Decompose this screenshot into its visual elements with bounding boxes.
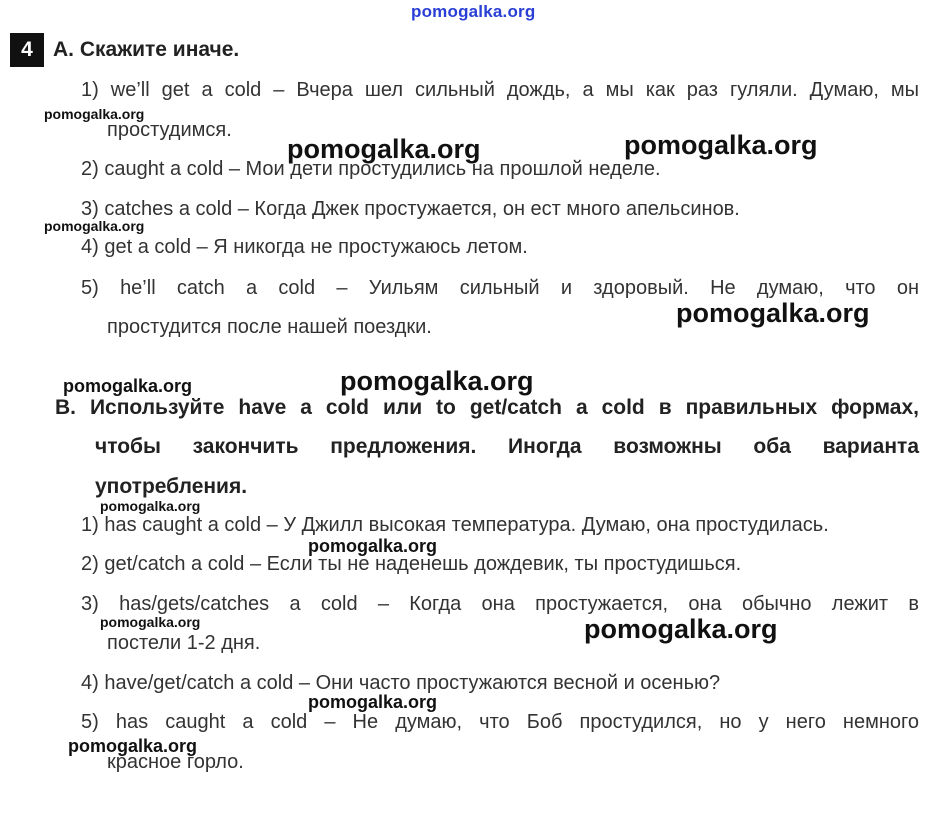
part-b-item-5: 5) has caught a cold – Не думаю, что Боб простудился, но у него немного [81, 711, 919, 733]
part-b-item-1: 1) has caught a cold – У Джилл высокая температура. Думаю, она простудилась. [81, 514, 829, 536]
watermark: pomogalka.org [44, 106, 145, 122]
part-b-item-5-cont: красное горло. [107, 751, 244, 773]
part-b-title-line-1: B. Используйте have a cold или to get/catch a cold в правильных формах, [55, 396, 919, 419]
exercise-number-badge: 4 [10, 33, 44, 67]
part-a-item-5-cont: простудится после нашей поездки. [107, 316, 432, 338]
part-a-title: A. Скажите иначе. [53, 38, 240, 61]
watermark: pomogalka.org [100, 614, 201, 630]
part-a-item-5: 5) he’ll catch a cold – Уильям сильный и здоровый. Не думаю, что он [81, 277, 919, 299]
part-a-item-1-cont: простудимся. [107, 119, 232, 141]
watermark: pomogalka.org [100, 498, 201, 514]
part-a-item-3: 3) catches a cold – Когда Джек простужается, он ест много апельсинов. [81, 198, 740, 220]
part-b-item-3: 3) has/gets/catches a cold – Когда она простужается, она обычно лежит в [81, 593, 919, 615]
watermark: pomogalka.org [44, 218, 145, 234]
part-b-title-line-3: употребления. [95, 475, 248, 498]
watermark: pomogalka.org [624, 130, 818, 160]
watermark: pomogalka.org [287, 134, 481, 164]
watermark: pomogalka.org [63, 376, 193, 396]
part-b-item-3-cont: постели 1-2 дня. [107, 632, 261, 654]
part-a-item-2: 2) caught a cold – Мои дети простудились на прошлой неделе. [81, 158, 661, 180]
watermark: pomogalka.org [308, 536, 438, 556]
watermark: pomogalka.org [340, 366, 534, 396]
part-b-item-2: 2) get/catch a cold – Если ты не наденешь дождевик, ты простудишься. [81, 553, 742, 575]
watermark: pomogalka.org [676, 298, 870, 328]
watermark: pomogalka.org [68, 736, 198, 756]
part-a-item-1: 1) we’ll get a cold – Вчера шел сильный дождь, а мы как раз гуляли. Думаю, мы [81, 79, 919, 101]
top-watermark: pomogalka.org [411, 2, 536, 21]
part-b-item-4: 4) have/get/catch a cold – Они часто простужаются весной и осенью? [81, 672, 721, 694]
part-a-item-4: 4) get a cold – Я никогда не простужаюсь летом. [81, 236, 528, 258]
part-b-title-line-2: чтобы закончить предложения. Иногда возможны оба варианта [95, 435, 919, 458]
watermark: pomogalka.org [308, 692, 438, 712]
watermark: pomogalka.org [584, 614, 778, 644]
